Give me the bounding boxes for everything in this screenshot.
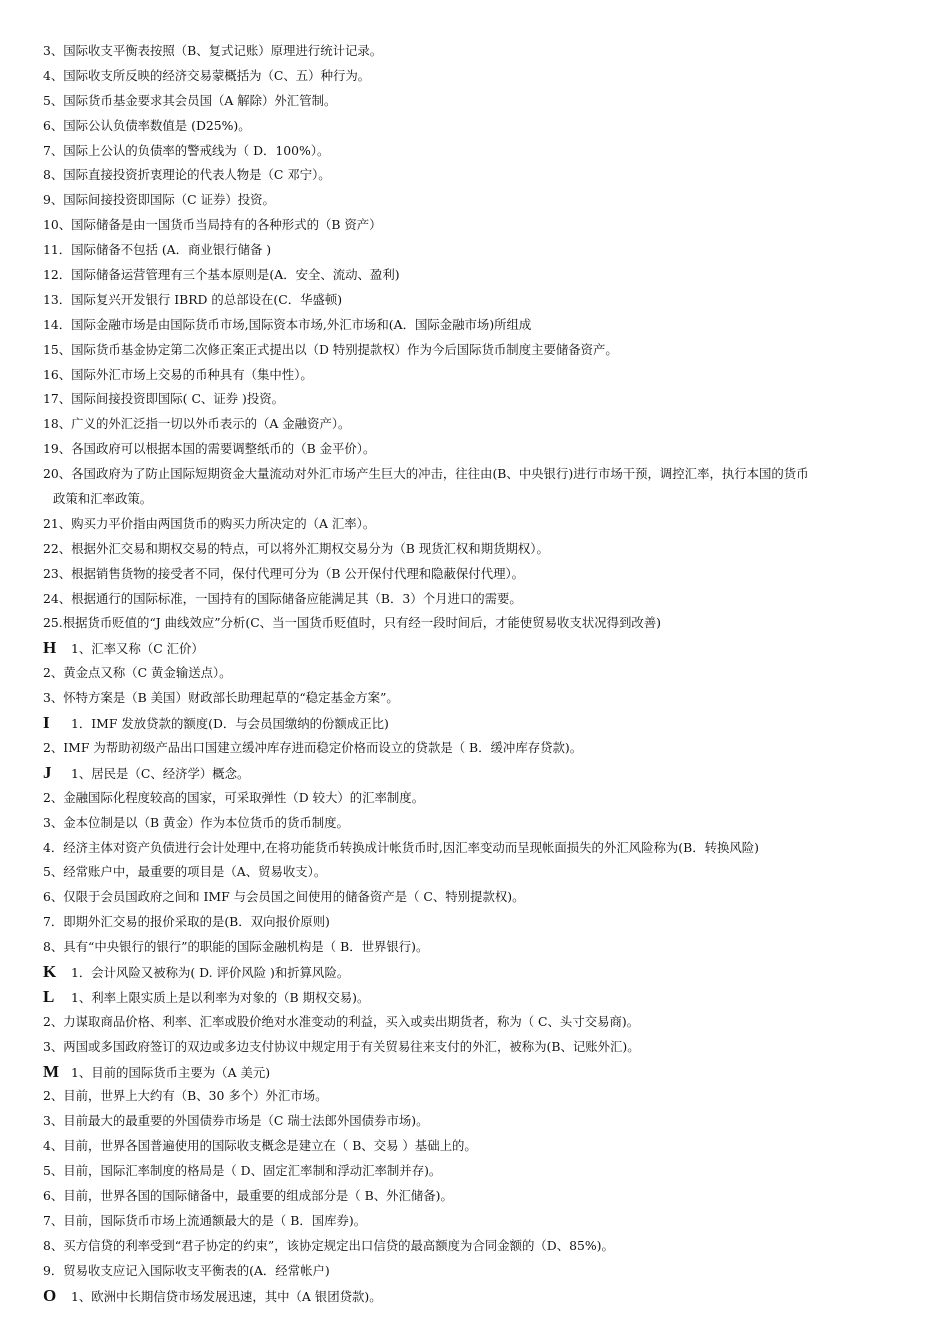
question-line <box>43 786 923 811</box>
question-text: 23、根据销售货物的接受者不同，保付代理可分为（B 公开保付代理和隐蔽保付代理）。 <box>43 565 525 581</box>
question-line <box>43 387 923 412</box>
question-text: 2、IMF 为帮助初级产品出口国建立缓冲库存进而稳定价格而设立的贷款是（ B．缓冲库存贷款)。 <box>43 739 583 755</box>
question-text: 22、根据外汇交易和期权交易的特点，可以将外汇期权交易分为（B 现货汇权和期货期权）。 <box>43 540 549 556</box>
question-line-continuation <box>43 487 923 512</box>
question-line <box>43 587 923 612</box>
section-letter: M <box>43 1061 60 1081</box>
question-line <box>43 1060 923 1085</box>
question-line <box>43 363 923 388</box>
question-text: 19、各国政府可以根据本国的需要调整纸币的（B 金平价）。 <box>43 441 376 457</box>
question-line <box>43 64 923 89</box>
question-line <box>43 1134 923 1159</box>
question-text: 2、力谋取商品价格、利率、汇率或股价绝对水准变动的利益，买入或卖出期货者，称为（ C、头寸交易商)。 <box>43 1013 640 1029</box>
question-text: 3、国际收支平衡表按照（B、复式记账）原理进行统计记录。 <box>43 43 383 58</box>
question-line <box>43 1084 923 1109</box>
question-line <box>43 562 923 587</box>
question-line <box>43 89 923 114</box>
question-line <box>43 238 923 263</box>
question-text: 2、目前，世界上大约有（B、30 多个）外汇市场。 <box>43 1088 328 1104</box>
question-line <box>43 1284 923 1309</box>
question-text: 24、根据通行的国际标准，一国持有的国际储备应能满足其（B．3）个月进口的需要。 <box>43 590 522 606</box>
question-line <box>43 338 923 363</box>
question-text: 25.根据货币贬值的“J 曲线效应”分析(C、当一国货币贬值时，只有经一段时间后，才能使贸易收支状况得到改善) <box>43 615 662 631</box>
question-text: 8、买方信贷的利率受到“君子协定的约束”，该协定规定出口信贷的最高额度为合同金额的（D、85%)。 <box>43 1237 614 1253</box>
question-text: 11．国际储备不包括 (A．商业银行储备 ) <box>43 242 272 258</box>
question-text: 5、目前，国际汇率制度的格局是（ D、固定汇率制和浮动汇率制并存)。 <box>43 1163 442 1179</box>
document-body <box>43 39 923 1308</box>
question-text: 7、目前，国际货币市场上流通额最大的是（ B．国库券)。 <box>43 1212 367 1228</box>
question-line <box>43 910 923 935</box>
question-line <box>43 960 923 985</box>
question-text: 3、两国或多国政府签订的双边或多边支付协议中规定用于有关贸易往来支付的外汇，被称为(B、记账外汇)。 <box>43 1038 640 1054</box>
question-text: 16、国际外汇市场上交易的币种具有（集中性）。 <box>43 366 313 382</box>
question-line <box>43 412 923 437</box>
section-letter: H <box>43 638 57 658</box>
section-letter: K <box>43 961 57 981</box>
question-text: 13．国际复兴开发银行 IBRD 的总部设在(C．华盛顿) <box>43 291 343 307</box>
question-line <box>43 39 923 64</box>
question-text: 1、利率上限实质上是以利率为对象的（B 期权交易)。 <box>71 989 370 1005</box>
question-text: 18、广义的外汇泛指一切以外币表示的（A 金融资产）。 <box>43 416 351 432</box>
question-line <box>43 462 923 487</box>
question-line <box>43 1259 923 1284</box>
question-line <box>43 736 923 761</box>
question-text: 7、国际上公认的负债率的警戒线为（ D．100%）。 <box>43 142 330 158</box>
question-line <box>43 836 923 861</box>
question-text: 5、国际货币基金要求其会员国（A 解除）外汇管制。 <box>43 92 337 108</box>
question-line <box>43 288 923 313</box>
question-line <box>43 313 923 338</box>
question-line <box>43 1010 923 1035</box>
question-text: 1、汇率又称（C 汇价） <box>71 641 204 657</box>
question-text: 4．经济主体对资产负债进行会计处理中,在将功能货币转换成计帐货币时,因汇率变动而呈现帐面损失的外汇风险称为(B．转换风险) <box>43 839 760 855</box>
question-line <box>43 163 923 188</box>
question-line <box>43 1209 923 1234</box>
question-line <box>43 1035 923 1060</box>
question-line <box>43 811 923 836</box>
question-text: 10、国际储备是由一国货币当局持有的各种形式的（B 资产） <box>43 217 382 233</box>
question-line <box>43 437 923 462</box>
question-line <box>43 139 923 164</box>
question-line <box>43 537 923 562</box>
question-text: 1．IMF 发放贷款的额度(D．与会员国缴纳的份额成正比) <box>71 716 389 732</box>
question-line <box>43 512 923 537</box>
question-line <box>43 761 923 786</box>
question-text: 1、欧洲中长期信贷市场发展迅速，其中（A 银团贷款)。 <box>71 1288 382 1304</box>
section-letter: L <box>43 986 55 1006</box>
question-line <box>43 661 923 686</box>
question-text: 9．贸易收支应记入国际收支平衡表的(A．经常帐户) <box>43 1262 330 1278</box>
question-line <box>43 885 923 910</box>
question-line <box>43 611 923 636</box>
question-text: 1、居民是（C、经济学）概念。 <box>71 765 250 781</box>
question-text: 8、具有“中央银行的银行”的职能的国际金融机构是（ B．世界银行)。 <box>43 939 429 955</box>
question-line <box>43 985 923 1010</box>
question-text: 21、购买力平价指由两国货币的购买力所决定的（A 汇率）。 <box>43 515 376 531</box>
question-text: 17、国际间接投资即国际( C、证券 )投资。 <box>43 391 285 407</box>
section-letter: I <box>43 713 50 733</box>
question-text: 8、国际直接投资折衷理论的代表人物是（C 邓宁）。 <box>43 167 331 183</box>
question-text: 政策和汇率政策。 <box>53 491 153 507</box>
question-text: 4、目前，世界各国普遍使用的国际收支概念是建立在（ B、交易 ）基础上的。 <box>43 1138 477 1154</box>
question-text: 4、国际收支所反映的经济交易蒙概括为（C、五）种行为。 <box>43 67 371 83</box>
question-line <box>43 114 923 139</box>
section-letter: J <box>43 762 52 782</box>
question-text: 20、各国政府为了防止国际短期资金大量流动对外汇市场产生巨大的冲击，往往由(B、中央银行)进行市场干预，调控汇率，执行本国的货币 <box>43 466 809 482</box>
question-text: 3、怀特方案是（B 美国）财政部长助理起草的“稳定基金方案”。 <box>43 690 399 706</box>
section-letter: O <box>43 1285 57 1305</box>
question-text: 6、仅限于会员国政府之间和 IMF 与会员国之间使用的储备资产是（ C、特别提款权)。 <box>43 889 525 905</box>
question-line <box>43 1184 923 1209</box>
question-line <box>43 860 923 885</box>
question-text: 2、金融国际化程度较高的国家，可采取弹性（D 较大）的汇率制度。 <box>43 789 425 805</box>
question-text: 1、目前的国际货币主要为（A 美元) <box>71 1064 271 1080</box>
question-text: 15、国际货币基金协定第二次修正案正式提出以（D 特别提款权）作为今后国际货币制度主要储备资产。 <box>43 341 618 357</box>
question-line <box>43 1234 923 1259</box>
question-line <box>43 636 923 661</box>
question-line <box>43 1159 923 1184</box>
question-line <box>43 1109 923 1134</box>
question-text: 2、黄金点又称（C 黄金输送点）。 <box>43 665 232 681</box>
question-line <box>43 935 923 960</box>
question-line <box>43 263 923 288</box>
question-text: 6、国际公认负债率数值是 (D25%)。 <box>43 117 251 133</box>
question-text: 3、金本位制是以（B 黄金）作为本位货币的货币制度。 <box>43 814 349 830</box>
question-text: 12．国际储备运营管理有三个基本原则是(A．安全、流动、盈利) <box>43 267 400 283</box>
question-text: 5、经常账户中，最重要的项目是（A、贸易收支）。 <box>43 864 327 880</box>
question-text: 6、目前，世界各国的国际储备中，最重要的组成部分是（ B、外汇储备)。 <box>43 1187 453 1203</box>
question-text: 14．国际金融市场是由国际货币市场,国际资本市场,外汇市场和(A．国际金融市场)所组成 <box>43 316 532 332</box>
question-text: 7．即期外汇交易的报价采取的是(B．双向报价原则) <box>43 914 330 930</box>
question-line <box>43 711 923 736</box>
question-line <box>43 188 923 213</box>
question-text: 3、目前最大的最重要的外国债券市场是（C 瑞士法郎外国债券市场)。 <box>43 1113 429 1129</box>
question-line <box>43 213 923 238</box>
question-line <box>43 686 923 711</box>
question-text: 9、国际间接投资即国际（C 证券）投资。 <box>43 192 275 208</box>
question-text: 1．会计风险又被称为( D. 评价风险 )和折算风险。 <box>71 964 350 980</box>
